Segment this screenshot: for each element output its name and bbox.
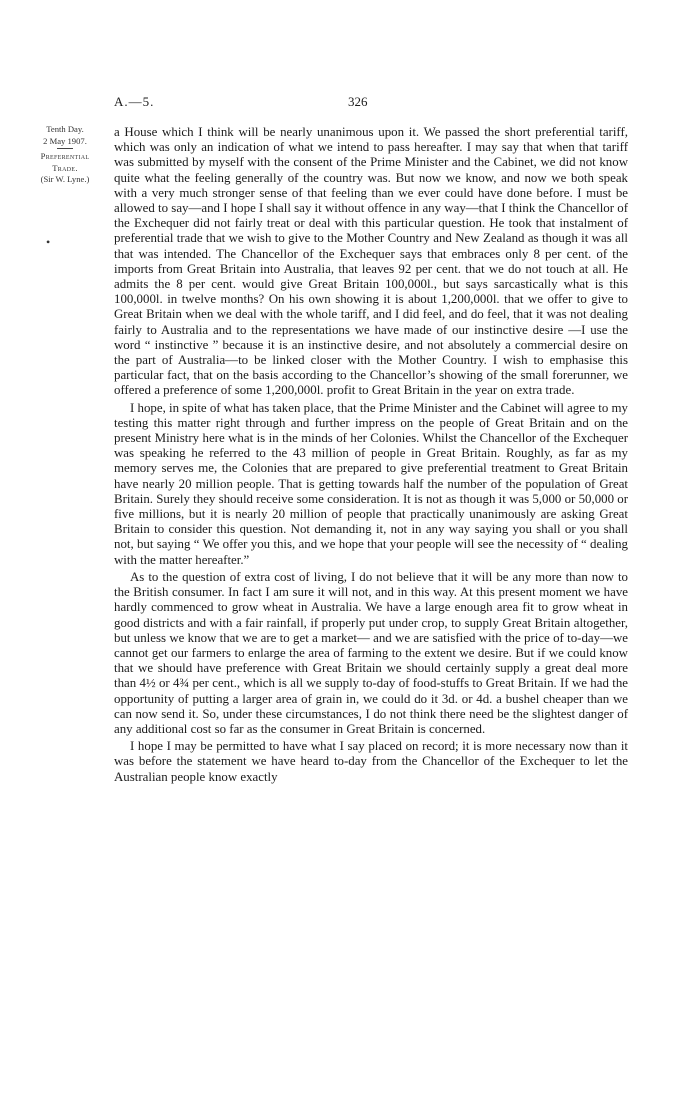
margin-speaker: (Sir W. Lyne.)	[40, 174, 90, 184]
margin-day: Tenth Day.	[46, 124, 84, 134]
margin-note	[26, 124, 104, 249]
margin-topic-line1: Preferential	[40, 151, 90, 161]
margin-mark: •	[46, 235, 51, 249]
body-text	[114, 125, 628, 785]
margin-topic-line2: Trade.	[52, 162, 78, 173]
page-number: 326	[348, 94, 368, 109]
margin-date: 2 May 1907.	[43, 135, 87, 146]
paragraph: I hope I may be permitted to have what I say placed on record; it is more necessary now than it was before the statement we have heard to-day from the Chancellor of the Exchequer to let the Australian people know exactly	[114, 739, 628, 784]
page-header	[0, 94, 700, 114]
parliamentary-reference: A.—5.	[114, 94, 155, 109]
paragraph: As to the question of extra cost of living, I do not believe that it will be any more than now to the British consumer. In fact I am sure it will not, and in this way. At this present moment we have hardly commenced to grow wheat in Australia. We have a large enough area fit to grow wheat in good districts and with a fair rainfall, if properly put under crop, to supply Great Britain altogether, but unless we know that we are to get a market— and we are satisfied with the price of to-day—we cannot get our farmers to enlarge the area of farming to the extent we desire. But if we could know that we should have preference with Great Britain we should certainly supply a great deal more than 4½ or 4¾ per cent., which is all we supply to-day of food-stuffs to Great Britain. If we had the opportunity of putting a larger area of grain in, we could do it 3d. or 4d. a bushel cheaper than we can now send it. So, under these circumstances, I do not think there need be the slightest danger of any additional cost so far as the consumer in Great Britain is concerned.	[114, 569, 628, 736]
paragraph: I hope, in spite of what has taken place, that the Prime Minister and the Cabinet will agree to my testing this matter right through and further impress on the people of Great Britain and on the present Ministry here what is in the minds of her Colonies. Whilst the Chancellor of the Exchequer was speaking he referred to the 43 million of people in Great Britain. Roughly, as far as my memory serves me, the Colonies that are prepared to give preferential treatment to Great Britain have nearly 20 million people. That is getting towards half the number of the population of Great Britain. Surely they should receive some consideration. It is not as though it was 5,000 or 50,000 or five millions, but it is nearly 20 million of people that practically unanimously are asking Great Britain to consider this question. Not demanding it, not in any way saying you shall or you shall not, but saying “ We offer you this, and we hope that your people will see the necessity of “ dealing with the matter hereafter.”	[114, 400, 628, 567]
paragraph: a House which I think will be nearly unanimous upon it. We passed the short preferential tariff, which was only an indication of what we intend to pass hereafter. I may say that when that tariff was submitted by myself with the consent of the Prime Minister and the Cabinet, we did not know quite what the feeling generally of the country was. But now we know, and now we both speak with a very much stronger sense of that feeling than we ever could have done before. I must be allowed to say—and I hope I shall say it without offence in any way—that I think the Chancellor of the Exchequer did not fairly treat or deal with this particular question. He took that instalment of preferential trade that we wish to give to the Mother Country and New Zealand as though it was all that was intended. The Chancellor of the Exchequer says that embraces only 8 per cent. of the imports from Great Britain into Australia, that leaves 92 per cent. that we do not touch at all. He admits the 8 per cent. would give Great Britain 100,000l., but says sarcastically what is this 100,000l. in twelve months? On his own showing it is about 1,200,000l. that we offer to give to Great Britain when we deal with the whole tariff, and I did feel, and do feel, that it was not dealing fairly to Australia and to the representations we have made of our instinctive desire —I use the word “ instinctive ” because it is an instinctive desire, and not absolutely a commercial desire on the part of Australia—to be linked closer with the Mother Country. I wish to emphasise this particular fact, that on the basis according to the Chancellor’s showing of the small forerunner, we offered a preference of some 1,200,000l. profit to Great Britain in the year on extra trade.	[114, 125, 628, 398]
